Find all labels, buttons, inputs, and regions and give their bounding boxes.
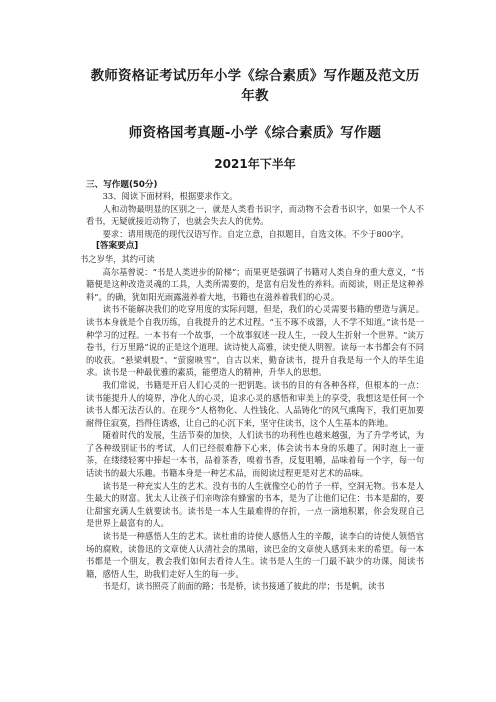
essay-title: 书之岁华，其约可读: [80, 253, 155, 264]
document-title-line2: 师资格国考真题-小学《综合素质》写作题: [128, 125, 382, 141]
exam-year: 2021年下半年: [214, 157, 296, 171]
question-material: 人和动物最明显的区别之一，就是人类看书识字，而动物不会看书识字，如果一个人不看书，无疑就接近动物了，也就会失去人的优势。: [86, 203, 424, 227]
essay-paragraph: 读书是一种感悟人生的艺术。读杜甫的诗使人感悟人生的辛酸，读李白的诗使人领悟官场的腐败，读鲁迅的文章使人认清社会的黑暗，读巴金的文章使人感到未来的希望。每一本书都是一个朋友，教会我们如何去看待人生。读书是人生的一门最不缺少的功课，阅读书籍，感悟人生，助我们走好人生的每一步。: [86, 531, 424, 579]
document-title-line1: 教师资格证考试历年小学《综合素质》写作题及范文历年教: [90, 68, 420, 104]
essay-paragraph: 读书是一种充实人生的艺术。没有书的人生就像空心的竹子一样，空洞无物。书本是人生最大的财富。犹太人让孩子们亲吻涂有蜂蜜的书本，是为了让他们记住：书本是甜的，要让甜蜜充满人生就要读书。读书是一本人生最难得的存折，一点一滴地积累，你会发现自己是世界上最富有的人。: [86, 480, 424, 529]
essay-paragraph: 书是灯，读书照亮了前面的路；书是桥，读书接通了彼此的岸；书是帆，读书: [102, 581, 385, 592]
question-intro: 33、阅读下面材料，根据要求作文。: [102, 191, 238, 201]
answer-label: [答案要点]: [96, 241, 139, 252]
essay-paragraph: 我们常说，书籍是开启人们心灵的一把钥匙。读书的目的有各种各样，但根本的一点：读书能提升人的境界，净化人的心灵，追求心灵的感悟和审美上的享受，我想这是任何一个读书人都无法否认的。在现今“人格物化、人性钱化、人品铸化”的风气熏陶下，我们更加要耐得住寂寞，挡得住诱惑，让自己的心沉下来，坚守住读书，这个人生基本的阵地。: [86, 379, 424, 428]
section-heading: 三、写作题(50分): [86, 180, 158, 190]
question-requirement: 要求：请用规范的现代汉语写作。自定立意，自拟题目，自选文体。不少于800字。: [102, 228, 409, 239]
essay-paragraph: 随着时代的发展，生活节奏的加快，人们读书的功利性也越来越强，为了升学考试，为了各种级别证书的考试，人们已经很难静下心来，体会读书本身的乐趣了。闲时泡上一壶茶，在缕缕轻雾中捧起一本书，品着茶香，嗅着书香，反复咀嚼，品味着每一个字，每一句话读书的最大乐趣。书籍本身是一种艺术品，而阅读过程更是对艺术的品味。: [86, 430, 424, 479]
essay-paragraph: 读书不能解决我们的吃穿用度的实际问题，但是，我们的心灵需要书籍的塑造与满足。读书本身就是个自我历练，自我提升的艺术过程。“玉不琢不成器，人不学不知道。”读书是一种学习的过程。一本书有一个故事，一个故事叙述一段人生，一段人生折射一个世界。“读万卷书，行万里路”说的正是这个道理。读诗使人高雅，读史使人明智。读每一本书都会有不同的收获。“悬梁刺股”、“萤窗映雪”，自古以来，勤奋读书，提升自我是每一个人的毕生追求。读书是一种最优雅的素质，能塑造人的精神，升华人的思想。: [86, 304, 424, 378]
essay-paragraph: 高尔基曾说：“书是人类进步的阶梯”；而果更是强调了书籍对人类自身的重大意义，“书籍便是这种改造灵魂的工具，人类所需要的，是富有启发性的养料。而阅读，则正是这种养料”。的确，犹如阳光雨露滋养着大地，书籍也在滋养着我们的心灵。: [86, 266, 424, 302]
